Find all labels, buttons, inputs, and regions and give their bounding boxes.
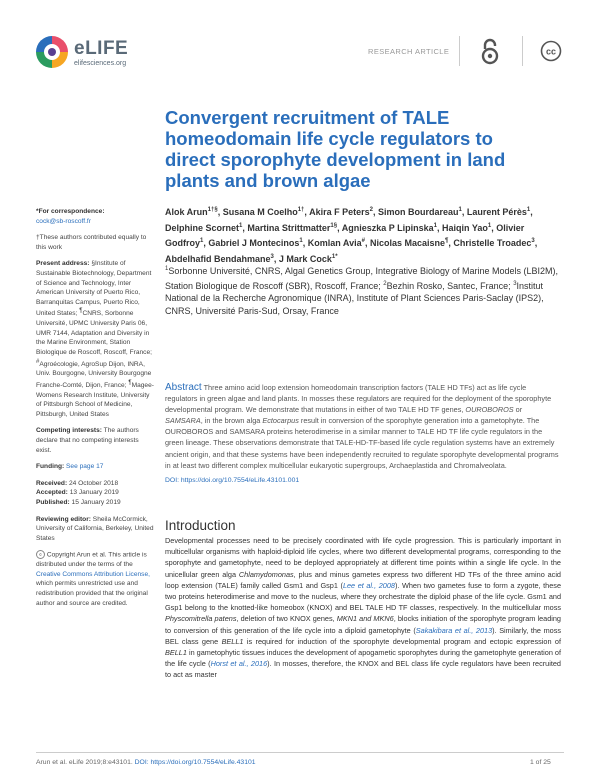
creative-commons-icon [540,40,562,62]
author-name: Susana M Coelho [222,207,298,217]
author-name: J Mark Cock [278,253,332,264]
author-name: Nicolas Macaisne [369,238,446,249]
author-name: Akira F Peters [309,207,370,217]
author-name: Haiqin Yao [441,222,488,233]
author-name: Gabriel J Montecinos [208,238,300,249]
author-name: Agnieszka P Lipinska [341,222,434,233]
affiliation-list: $^1$Sorbonne Université, CNRS, Algal Genetics Group, Integrative Biology of Marine Models (LBI2M), Station Biologique de Roscoff (SBR), Roscoff, France; $^2$Bezhin Rosko, Santec, France; $^3$Institut National de la Recherche Agronomique (INRA), Institute of Plant Sciences Paris-Saclay (IPS2), CNRS, Université Paris-Sud, Orsay, France [165,266,559,316]
funding: Funding: See page 17 [36,463,104,471]
author-name: Abdelhafid Bendahmane [165,253,271,264]
copyright-cc-icon: © [36,550,45,559]
abstract-label: Abstract [165,382,202,393]
author-name: Laurent Pérès [466,207,527,217]
citation-link[interactable]: Sakakibara et al., 2013 [415,625,493,635]
introduction-text: Developmental processes need to be precisely coordinated with life cycle progression. This is particularly important in multicellular organisms with haploid-diploid life cycles, where two different developmental programs, corresponding to the sporophyte and gametophyte, need to be deployed appropriately at different time points within a single life cycle. In the unicellular green alga Chlamydomonas, plus and minus gametes express two different HD TFs of the three amino acid loop extension (TALE) family called Gsm1 and Gsp1 (Lee et al., 2008). When two gametes fuse to form a zygote, these two proteins heterodimerise and move to the nucleus, where they orchestrate the diploid phase of the life cycle. Gsm1 and Gsp1 belong to the knotted-like homeobox (KNOX) and BEL TALE HD TF classes, respectively. In the multicellular moss Physcomitrella patens, deletion of two KNOX genes, MKN1 and MKN6, blocks initiation of the sporophyte program leading to conversion of this generation of the life cycle into a diploid gametophyte (Sakakibara et al., 2013). Similarly, the moss BEL class gene BELL1 is required for induction of the sporophyte developmental program and ectopic expression of BELL1 in gametophytic tissues induces the development of apogametic sporophytes during the gametophyte generation of the life cycle (Horst et al., 2016). In mosses, therefore, the KNOX and BEL class life cycle regulators have been recruited to act as master [165,536,562,680]
affiliation: Bezhin Rosko, Santec, France; [386,280,514,291]
footer-citation: Arun et al. eLife 2019;8:e43101. DOI: https://doi.org/10.7554/eLife.43101 [36,759,256,766]
present-address: Present address: §Institute of Sustainable Biotechnology, Department of Science and Technology, Inter American University of Puerto Rico, Barranquitas Campus, Puerto Rico, United States; ¶CNRS, Sorbonne Université, UPMC University Paris 06, UMR 7144, Adaptation and Diversity in the Marine Environment, Station Biologique de Roscoff, Roscoff, France; #Agroécologie, AgroSup Dijon, INRA, Univ. Bourgogne, University Bourgogne Franche-Comté, Dijon, France; ¶Magee-Womens Research Institute, University of Pittsburgh School of Medicine, Pittsburgh, United States [36,260,154,418]
author-name: Alok Arun [165,207,208,217]
logo-url: elifesciences.org [74,60,127,67]
affiliation: Sorbonne Université, CNRS, Algal Genetics Group, Integrative Biology of Marine Models (LBI2M), Station Biologique de Roscoff (SBR), Roscoff, France; [165,266,559,291]
article-title: Convergent recruitment of TALE homeodomain life cycle regulators to direct sporophyte development in land plants and brown algae [165,107,506,191]
abstract-doi-link[interactable]: DOI: https://doi.org/10.7554/eLife.43101.001 [165,477,300,484]
citation-link[interactable]: Horst et al., 2016 [210,659,268,669]
sidebar [36,207,154,615]
open-access-icon [478,37,502,65]
header-divider [459,36,460,66]
page-number: 1 of 25 [530,759,551,766]
dates: Received: 24 October 2018 Accepted: 13 January 2019 Published: 15 January 2019 [36,479,121,506]
logo-wordmark: eLIFE [74,38,129,59]
correspondence-email-link[interactable]: cock@sb-roscoff.fr [36,217,91,225]
author-name: Komlan Avia [307,238,362,249]
equal-contribution-note: †These authors contributed equally to this work [36,234,147,251]
author-name: Olivier Godfroy [165,222,525,249]
funding-link[interactable]: See page 17 [64,463,104,471]
header-divider [522,36,523,66]
correspondence: *For correspondence: cock@sb-roscoff.fr [36,208,105,225]
footer-doi-link[interactable]: DOI: https://doi.org/10.7554/eLife.43101 [134,759,256,766]
reviewing-editor: Reviewing editor: Sheila McCormick, University of California, Berkeley, United States [36,515,154,542]
author-name: Christelle Troadec [453,238,532,249]
article-type: RESEARCH ARTICLE [368,47,450,56]
elife-logo-mark-icon [34,34,70,70]
author-name: Martina Strittmatter [247,222,331,233]
cc-icon-text: cc [545,46,557,57]
license-link[interactable]: Creative Commons Attribution License, [36,570,150,578]
author-name: Simon Bourdareau [377,207,459,217]
author-list: Alok Arun$^{1\dagger\S}$, Susana M Coelho$^{1\dagger}$, Akira F Peters$^2$, Simon Bourdareau$^1$, Laurent Pérès$^1$, Delphine Scornet$^1$, Martina Strittmatter$^{1\S}$, Agnieszka P Lipinska$^1$, Haiqin Yao$^1$, Olivier Godfroy$^1$, Gabriel J Montecinos$^1$, Komlan Avia#, Nicolas Macaisne¶, Christelle Troadec$^3$, Abdelhafid Bendahmane$^3$, J Mark Cock$^{1*}$ [165,207,538,264]
author-name: Delphine Scornet [165,222,240,233]
elife-logo[interactable] [34,34,154,78]
competing-interests: Competing interests: The authors declare that no competing interests exist. [36,427,139,454]
affiliation: Institut National de la Recherche Agronomique (INRA), Institute of Plant Sciences Paris-Saclay (IPS2), CNRS, Université Paris-Sud, Orsay, France [165,280,544,316]
footer-divider [36,752,564,753]
copyright: © Copyright Arun et al. This article is distributed under the terms of the Creative Commons Attribution License, which permits unrestricted use and redistribution provided that the original author and source are credited. [36,551,150,607]
abstract: Abstract Three amino acid loop extension homeodomain transcription factors (TALE HD TFs) act as life cycle regulators in green algae and land plants. In mosses these regulators are required for the deployment of the sporophyte developmental program. We demonstrate that mutations in either of two TALE HD TF genes, OUROBOROS or SAMSARA, in the brown alga Ectocarpus result in conversion of the sporophyte generation into a gametophyte. The OUROBOROS and SAMSARA proteins heterodimerise in a similar manner to TALE HD TF life cycle regulators in the green lineage. These observations demonstrate that TALE-HD-TF-based life cycle regulation systems have an extremely ancient origin, and that these systems have been independently recruited to regulate sporophyte developmental programs in at least two different complex multicellular eukaryotic supergroups, Archaeplastida and Chromalveolata. [165,382,559,470]
citation-link[interactable]: Lee et al., 2008 [342,580,395,590]
section-heading-introduction: Introduction [165,518,236,533]
